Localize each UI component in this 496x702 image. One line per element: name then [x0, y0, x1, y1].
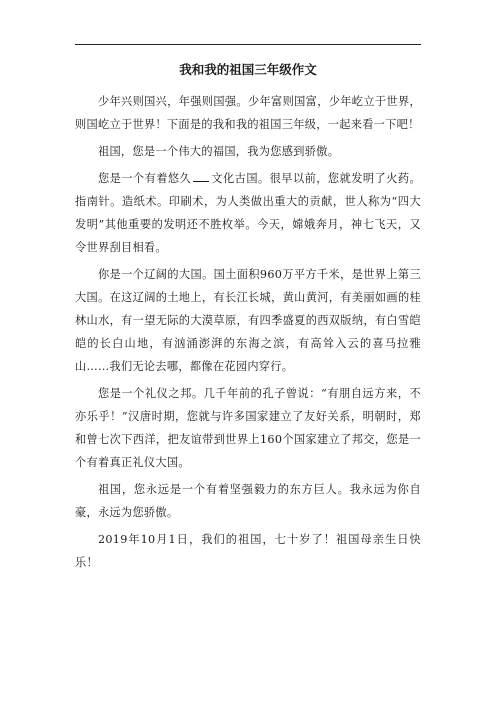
header-rule [75, 44, 421, 45]
paragraph-ancient-culture [75, 167, 421, 259]
paragraph-birthday: 2019年10月1日，我们的祖国，七十岁了！祖国母亲生日快乐！ [75, 533, 421, 569]
paragraph-great-country: 祖国，您是一个伟大的福国，我为您感到骄傲。 [97, 145, 340, 158]
paragraph-intro: 少年兴则国兴，年强则国强。少年富则国富，少年屹立于世界，则国屹立于世界！下面是的我和我的祖国三年级，一起来看一下吧！ [75, 95, 421, 131]
paragraph-vast-land: 你是一个辽阔的大国。国土面积960万平方千米，是世界上第三大国。在这辽阔的土地上，有长江长城，黄山黄河，有美丽如画的桂林山水，有一望无际的大漠草原，有四季盛夏的西双版纳，有白雪皑皑的长白山地，有汹涌澎湃的东海之滨，有高耸入云的喜马拉雅山……我们无论去哪，都像在花园内穿行。 [75, 268, 421, 373]
paragraph-ancient-culture-start: 您是一个有着悠久 [97, 172, 192, 185]
paragraph-etiquette: 您是一个礼仪之邦。几千年前的孔子曾说：“有朋自远方来，不亦乐乎！”汉唐时期，您就与许多国家建立了友好关系，明朝时，郑和曾七次下西洋，把友谊带到世界上160个国家建立了邦交，您是一个有着真正礼仪大国。 [75, 387, 421, 469]
document-title: 我和我的祖国三年级作文 [179, 62, 317, 77]
paragraph-ancient-culture-rest: 文化古国。很早以前，您就发明了火药。指南针。造纸术。印刷术，为人类做出重大的贡献，世人称为“四大发明”其他重要的发明还不胜枚举。今天，嫦娥奔月，神七飞天，又令世界刮目相看。 [75, 172, 421, 254]
document-body [75, 90, 421, 578]
fill-in-blank [193, 171, 209, 182]
paragraph-eastern-giant: 祖国，您永远是一个有着坚强毅力的东方巨人。我永远为你自豪，永远为您骄傲。 [75, 483, 421, 519]
